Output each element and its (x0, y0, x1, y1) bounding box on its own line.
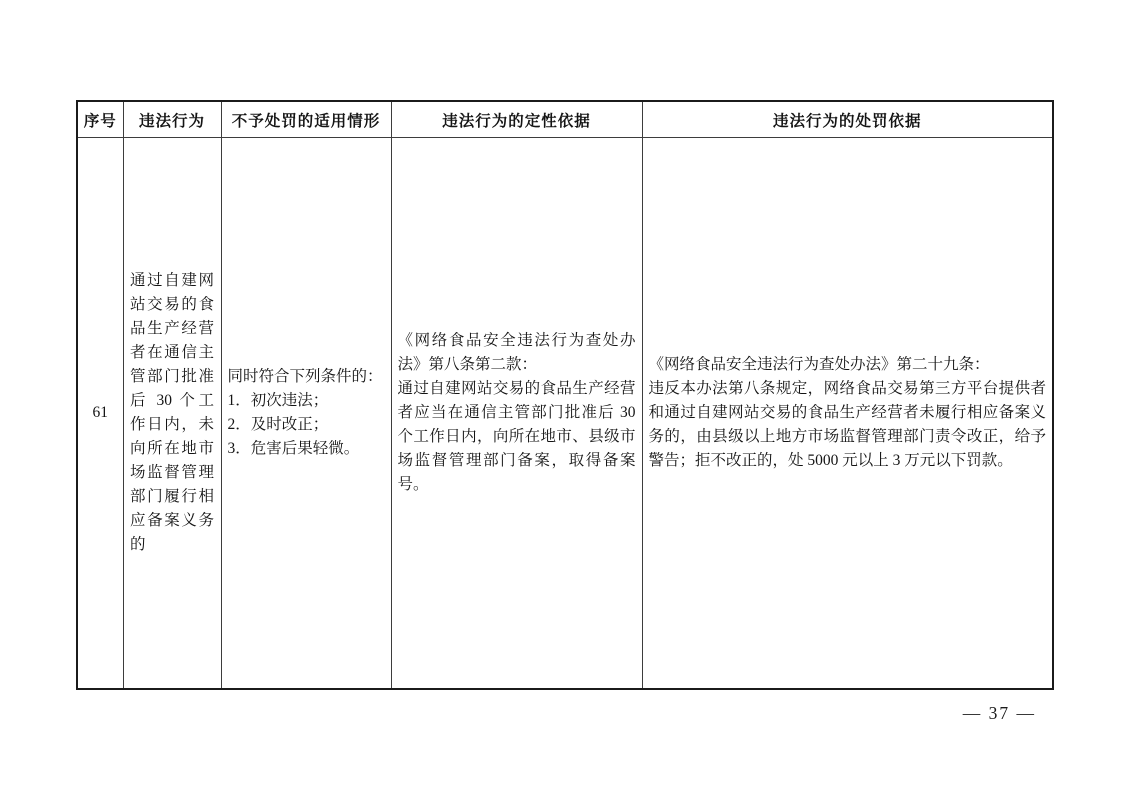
table-row (77, 138, 1053, 690)
condition-item: 2．及时改正； (227, 416, 329, 433)
cell-non-punishment-conditions (221, 138, 391, 690)
violation-text: 通过自建网站交易的食品生产经营者在通信主管部门批准后 30 个工作日内，未向所在地市场监督管理部门履行相应备案义务的 (130, 272, 214, 553)
header-violation: 违法行为 (123, 101, 221, 138)
punishment-basis-body: 违反本办法第八条规定，网络食品交易第三方平台提供者和通过自建网站交易的食品生产经营者未履行相应备案义务的，由县级以上地方市场监督管理部门责令改正，给予警告；拒不改正的，处 5000 元以上 3 万元以下罚款。 (648, 380, 1046, 469)
punishment-basis-title: 《网络食品安全违法行为查处办法》第二十九条： (648, 356, 990, 373)
qualitative-basis-title: 《网络食品安全违法行为查处办法》第八条第二款： (397, 332, 636, 373)
regulation-table (76, 100, 1054, 690)
serial-number-value: 61 (92, 404, 108, 421)
header-punishment-basis: 违法行为的处罚依据 (642, 101, 1053, 138)
qualitative-basis-body: 通过自建网站交易的食品生产经营者应当在通信主管部门批准后 30 个工作日内，向所在地市、县级市场监督管理部门备案，取得备案号。 (397, 380, 636, 493)
condition-item: 3．危害后果轻微。 (227, 440, 360, 457)
conditions-intro: 同时符合下列条件的： (227, 368, 383, 385)
cell-punishment-basis (642, 138, 1053, 690)
cell-serial-number (77, 138, 123, 690)
header-serial-number: 序号 (77, 101, 123, 138)
table-header-row (77, 101, 1053, 138)
table-body (77, 138, 1053, 690)
header-non-punishment-circumstances: 不予处罚的适用情形 (221, 101, 391, 138)
page-number: — 37 — (962, 703, 1036, 723)
condition-item: 1．初次违法； (227, 392, 329, 409)
header-qualitative-basis: 违法行为的定性依据 (391, 101, 642, 138)
cell-violation (123, 138, 221, 690)
cell-qualitative-basis (391, 138, 642, 690)
